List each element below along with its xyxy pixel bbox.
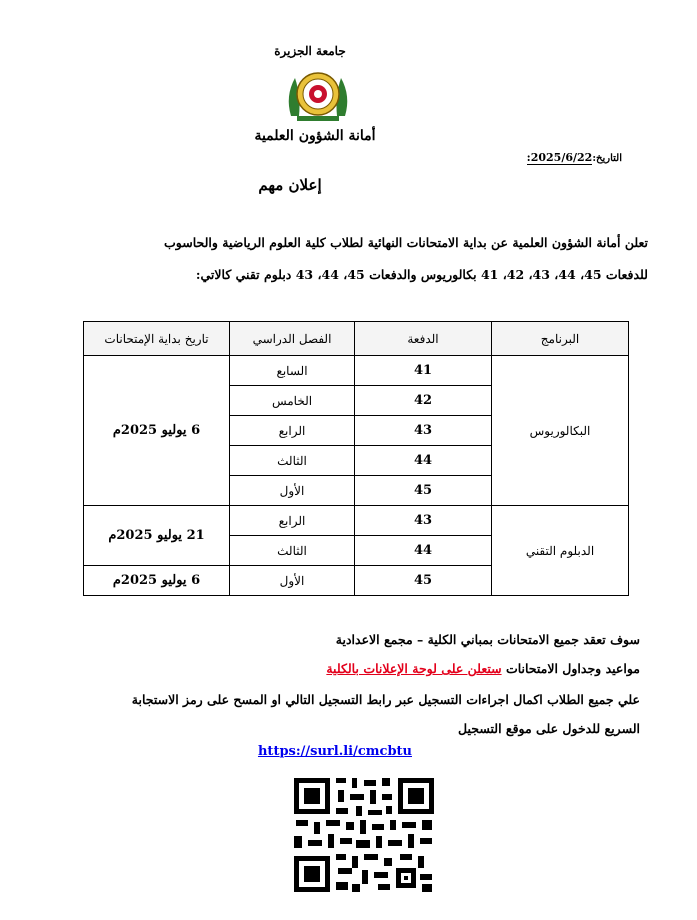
schedule-notice-text xyxy=(20,661,640,676)
header-batch: الدفعة xyxy=(355,322,492,356)
batch-cell: 43 xyxy=(355,416,492,446)
batch-cell: 45 xyxy=(355,476,492,506)
exam-location-text: سوف تعقد جميع الامتحانات بمباني الكلية – مجمع الاعدادية xyxy=(335,632,640,647)
registration-text-1: علي جميع الطلاب اكمال اجراءات التسجيل عبر رابط التسجيل التالي او المسح على رمز الاستجابة xyxy=(131,692,640,707)
exam-date-cell: 6 يوليو 2025م xyxy=(84,566,230,596)
table-row xyxy=(84,506,629,536)
program-cell: البكالوريوس xyxy=(492,356,629,506)
header-semester: الفصل الدراسي xyxy=(230,322,355,356)
intro-line-1: تعلن أمانة الشؤون العلمية عن بداية الامتحانات النهائية لطلاب كلية العلوم الرياضية والحاسوب xyxy=(164,235,648,250)
exam-date-cell: 21 يوليو 2025م xyxy=(84,506,230,566)
schedule-notice-highlight: ستعلن على لوحة الإعلانات بالكلية xyxy=(326,661,502,676)
office-title: أمانة الشؤون العلمية xyxy=(254,128,376,144)
date-label: التاريخ: xyxy=(592,153,622,164)
university-name: جامعة الجزيرة xyxy=(274,44,346,58)
exam-date-cell: 6 يوليو 2025م xyxy=(84,356,230,506)
batch-cell: 43 xyxy=(355,506,492,536)
exam-schedule-table xyxy=(83,321,629,596)
semester-cell: الثالث xyxy=(230,446,355,476)
intro-line-2: للدفعات 45، 44، 43، 42، 41 بكالوريوس والدفعات 45، 44، 43 دبلوم تقني كالاتي: xyxy=(195,267,648,282)
schedule-notice-prefix: مواعيد وجداول الامتحانات xyxy=(501,661,640,676)
batch-cell: 45 xyxy=(355,566,492,596)
batch-cell: 44 xyxy=(355,446,492,476)
program-cell: الدبلوم التقني xyxy=(492,506,629,596)
batch-cell: 41 xyxy=(355,356,492,386)
qr-code[interactable] xyxy=(292,776,436,894)
university-logo xyxy=(283,66,353,122)
semester-cell: الثالث xyxy=(230,536,355,566)
notice-title: إعلان مهم xyxy=(258,176,322,194)
header-exam-date: تاريخ بداية الإمتحانات xyxy=(84,322,230,356)
batch-cell: 44 xyxy=(355,536,492,566)
table-row xyxy=(84,356,629,386)
semester-cell: الأول xyxy=(230,566,355,596)
registration-link[interactable]: https://surl.li/cmcbtu xyxy=(257,744,412,759)
header-program: البرنامج xyxy=(492,322,629,356)
semester-cell: الرابع xyxy=(230,506,355,536)
date-value: 2025/6/22: xyxy=(526,151,593,164)
semester-cell: الخامس xyxy=(230,386,355,416)
registration-text-2: السريع للدخول على موقع التسجيل xyxy=(458,721,640,736)
date-line xyxy=(510,151,622,164)
semester-cell: الرابع xyxy=(230,416,355,446)
semester-cell: الأول xyxy=(230,476,355,506)
semester-cell: السابع xyxy=(230,356,355,386)
batch-cell: 42 xyxy=(355,386,492,416)
table-header-row xyxy=(84,322,629,356)
